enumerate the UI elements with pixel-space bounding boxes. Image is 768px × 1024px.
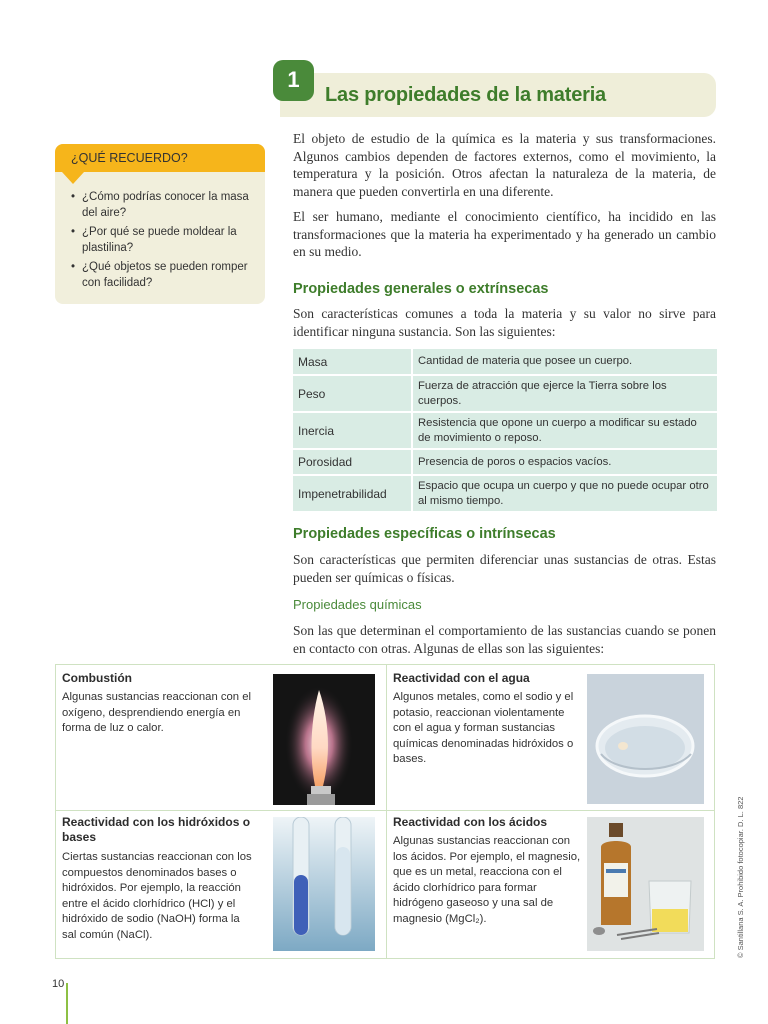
table-row bbox=[293, 413, 717, 450]
panel-divider bbox=[386, 664, 387, 959]
copyright-note: © Santillana S. A. Prohibido fotocopiar. D. L. 822 bbox=[736, 796, 745, 958]
general-properties-heading: Propiedades generales o extrínsecas bbox=[293, 281, 549, 297]
panel-title-acids: Reactividad con los ácidos bbox=[393, 815, 548, 829]
panel-divider bbox=[55, 810, 715, 811]
property-name: Masa bbox=[293, 349, 413, 376]
intro-paragraph-1: El objeto de estudio de la química es la materia y sus transformaciones. Algunos cambios dependen de factores externos, como el movimiento, la temperatura y la posición. Otros afectan la naturaleza de la materia, de manera que pueden convertirla en una diferente. bbox=[293, 131, 716, 199]
property-description: Resistencia que opone un cuerpo a modificar su estado de movimiento o reposo. bbox=[413, 413, 717, 450]
property-description: Presencia de poros o espacios vacíos. bbox=[413, 450, 717, 476]
panel-text-water: Algunos metales, como el sodio y el potasio, reaccionan violentamente con el agua y forman sustancias químicas denominadas hidróxidos o bases. bbox=[393, 691, 574, 765]
page-number: 10 bbox=[52, 978, 65, 990]
page-title: Las propiedades de la materia bbox=[325, 84, 606, 106]
chemical-properties-heading: Propiedades químicas bbox=[293, 597, 422, 612]
property-description: Espacio que ocupa un cuerpo y que no puede ocupar otro al mismo tiempo. bbox=[413, 476, 717, 513]
panel-title-combustion: Combustión bbox=[62, 671, 132, 685]
specific-properties-heading: Propiedades específicas o intrínsecas bbox=[293, 526, 556, 542]
property-description: Cantidad de materia que posee un cuerpo. bbox=[413, 349, 717, 376]
chemical-properties-text: Son las que determinan el comportamiento de las sustancias cuando se ponen en contacto con otras. Algunas de ellas son las siguientes: bbox=[293, 623, 716, 656]
table-row bbox=[293, 376, 717, 413]
general-properties-table bbox=[293, 349, 717, 513]
test-tubes-photo bbox=[273, 817, 375, 951]
table-row bbox=[293, 349, 717, 376]
panel-text-combustion: Algunas sustancias reaccionan con el oxígeno, desprendiendo energía en forma de luz o calor. bbox=[62, 691, 252, 734]
panel-title-water: Reactividad con el agua bbox=[393, 671, 530, 685]
panel-text-acids: Algunas sustancias reaccionan con los ácidos. Por ejemplo, el magnesio, que es un metal, reacciona con el ácido clorhídrico para formar hidrógeno gaseoso y una sal de magnesio (MgCl₂). bbox=[393, 835, 581, 925]
chapter-number-badge: 1 bbox=[273, 60, 314, 101]
property-description: Fuerza de atracción que ejerce la Tierra sobre los cuerpos. bbox=[413, 376, 717, 413]
footer-line bbox=[66, 983, 68, 1024]
intro-paragraph-2: El ser humano, mediante el conocimiento científico, ha incidido en las transformaciones que la materia ha experimentado y ha generado un cambio en su medio. bbox=[293, 209, 716, 259]
sidebar-question: • ¿Cómo podrías conocer la masa del aire? bbox=[70, 190, 260, 221]
panel-text-hydroxides: Ciertas sustancias reaccionan con los compuestos denominados bases o hidróxidos. Por ejemplo, la reacción entre el ácido clorhídrico (HCl) y el hidróxido de sodio (NaOH) forma la sal común (NaCl). bbox=[62, 851, 252, 941]
panel-title-hydroxides: Reactividad con los hidróxidos o bases bbox=[62, 815, 251, 844]
candle-flame-photo bbox=[273, 674, 375, 805]
general-properties-text: Son características comunes a toda la materia y su valor no sirve para identificar ninguna sustancia. Son las siguientes: bbox=[293, 306, 716, 339]
water-dish-photo bbox=[587, 674, 704, 804]
table-row bbox=[293, 450, 717, 476]
property-name: Peso bbox=[293, 376, 413, 413]
property-name: Porosidad bbox=[293, 450, 413, 476]
specific-properties-text: Son características que permiten diferenciar unas sustancias de otras. Estas pueden ser químicas o físicas. bbox=[293, 552, 716, 585]
sidebar-question: • ¿Qué objetos se pueden romper con facilidad? bbox=[70, 260, 260, 291]
property-name: Impenetrabilidad bbox=[293, 476, 413, 513]
table-row bbox=[293, 476, 717, 513]
sidebar-header-notch bbox=[62, 172, 84, 184]
sidebar-title: ¿QUÉ RECUERDO? bbox=[71, 151, 188, 165]
sidebar-question-list bbox=[70, 190, 260, 295]
sidebar-question: • ¿Por qué se puede moldear la plastilina? bbox=[70, 225, 260, 256]
property-name: Inercia bbox=[293, 413, 413, 450]
acid-bottle-photo bbox=[587, 817, 704, 951]
